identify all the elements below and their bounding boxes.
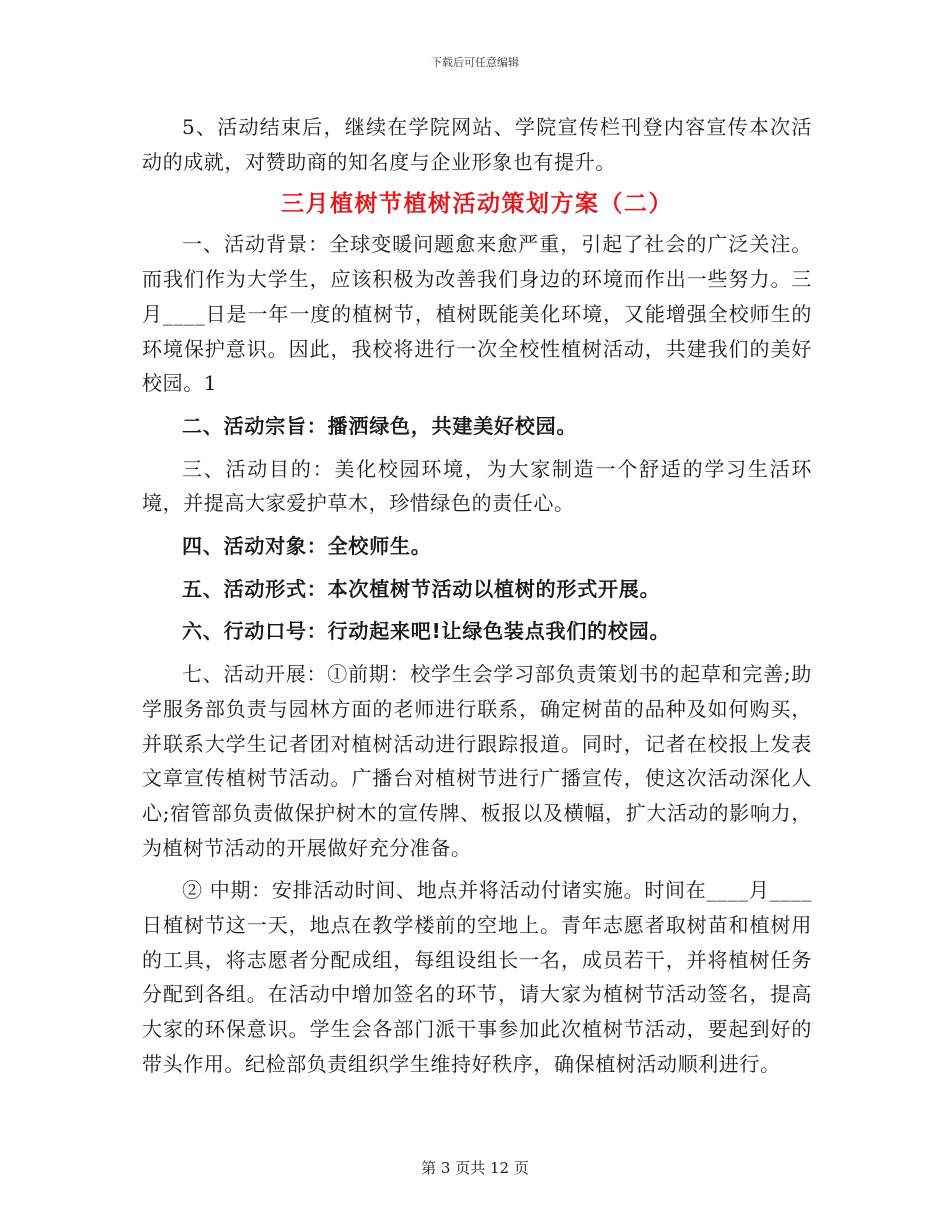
section-title: 三月植树节植树活动策划方案（二）: [281, 191, 673, 218]
paragraph-slogan: 六、行动口号：行动起来吧!让绿色装点我们的校园。: [182, 619, 671, 644]
paragraph-target: 四、活动对象：全校师生。: [182, 534, 432, 559]
paragraph-background: 一、活动背景：全球变暖问题愈来愈严重，引起了社会的广泛关注。而我们作为大学生，应该积极为改善我们身边的环境而作出一些努力。三月____日是一年一度的植树节，植树既能美化环境，又能增强全校师生的环境保护意识。因此，我校将进行一次全校性植树活动，共建我们的美好校园。1: [142, 232, 812, 396]
paragraph-early-stage: 七、活动开展：①前期：校学生会学习部负责策划书的起草和完善;助学服务部负责与园林方面的老师进行联系，确定树苗的品种及如何购买，并联系大学生记者团对植树活动进行跟踪报道。同时，记者在校报上发表文章宣传植树节活动。广播台对植树节进行广播宣传，使这次活动深化人心;宿管部负责做保护树木的宣传牌、板报以及横幅，扩大活动的影响力，为植树节活动的开展做好充分准备。: [142, 662, 812, 860]
paragraph-intro-item-5: 5、活动结束后，继续在学院网站、学院宣传栏刊登内容宣传本次活动的成就，对赞助商的知名度与企业形象也有提升。: [142, 115, 812, 174]
document-body: [142, 110, 812, 1082]
paragraph-goal: 三、活动目的：美化校园环境，为大家制造一个舒适的学习生活环境，并提高大家爱护草木，珍惜绿色的责任心。: [142, 456, 812, 516]
page-header-note: 下载后可任意编辑: [431, 56, 519, 69]
paragraph-form: 五、活动形式：本次植树节活动以植树的形式开展。: [182, 576, 661, 601]
page-number: 第 3 页共 12 页: [421, 1159, 529, 1177]
paragraph-middle-stage: ② 中期：安排活动时间、地点并将活动付诸实施。时间在____月____日植树节这一天，地点在教学楼前的空地上。青年志愿者取树苗和植树用的工具，将志愿者分配成组，每组设组长一名，成员若干，并将植树任务分配到各组。在活动中增加签名的环节，请大家为植树节活动签名，提高大家的环保意识。学生会各部门派干事参加此次植树节活动，要起到好的带头作用。纪检部负责组织学生维持好秩序，确保植树活动顺利进行。: [142, 878, 812, 1076]
paragraph-purpose: 二、活动宗旨：播洒绿色，共建美好校园。: [182, 413, 578, 438]
